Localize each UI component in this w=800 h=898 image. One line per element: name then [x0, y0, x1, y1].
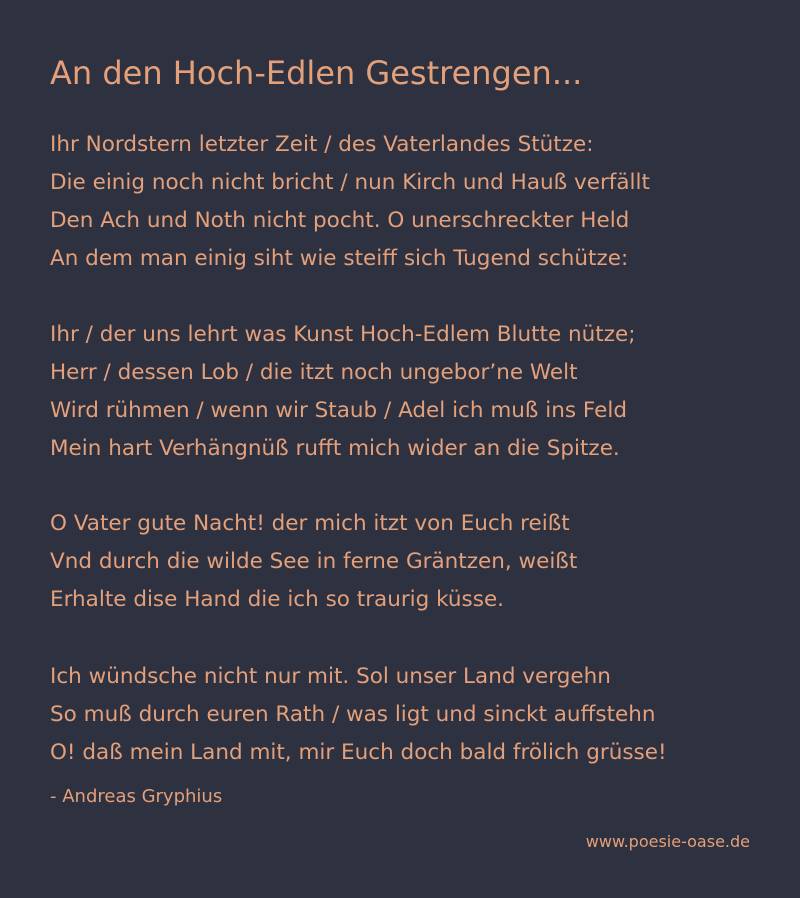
poem-line: Ihr Nordstern letzter Zeit / des Vaterlandes Stütze:: [50, 132, 594, 157]
poem-line: Ihr / der uns lehrt was Kunst Hoch-Edlem Blutte nütze;: [50, 322, 636, 347]
poem-line: Mein hart Verhängnüß rufft mich wider an die Spitze.: [50, 436, 620, 461]
website-link[interactable]: www.poesie-oase.de: [585, 832, 750, 851]
poem-line: An dem man einig siht wie steiff sich Tugend schütze:: [50, 246, 629, 271]
poem-line: O Vater gute Nacht! der mich itzt von Euch reißt: [50, 511, 570, 536]
stanza-4: [50, 658, 667, 772]
poem-line: Wird rühmen / wenn wir Staub / Adel ich muß ins Feld: [50, 398, 627, 423]
stanza-1: [50, 126, 650, 278]
poem-line: Den Ach und Noth nicht pocht. O unerschreckter Held: [50, 208, 630, 233]
poem-line: Erhalte dise Hand die ich so traurig küsse.: [50, 587, 505, 612]
poem-title: An den Hoch-Edlen Gestrengen...: [50, 54, 583, 92]
stanza-2: [50, 316, 635, 468]
poem-line: O! daß mein Land mit, mir Euch doch bald frölich grüsse!: [50, 740, 667, 765]
poem-author: - Andreas Gryphius: [50, 786, 223, 807]
poem-line: Vnd durch die wilde See in ferne Gräntzen, weißt: [50, 549, 578, 574]
poem-line: Ich wündsche nicht nur mit. Sol unser Land vergehn: [50, 664, 611, 689]
poem-line: Herr / dessen Lob / die itzt noch ungebor’ne Welt: [50, 360, 578, 385]
poem-line: So muß durch euren Rath / was ligt und sinckt auffstehn: [50, 702, 656, 727]
poem-line: Die einig noch nicht bricht / nun Kirch und Hauß verfällt: [50, 170, 650, 195]
stanza-3: [50, 505, 577, 619]
